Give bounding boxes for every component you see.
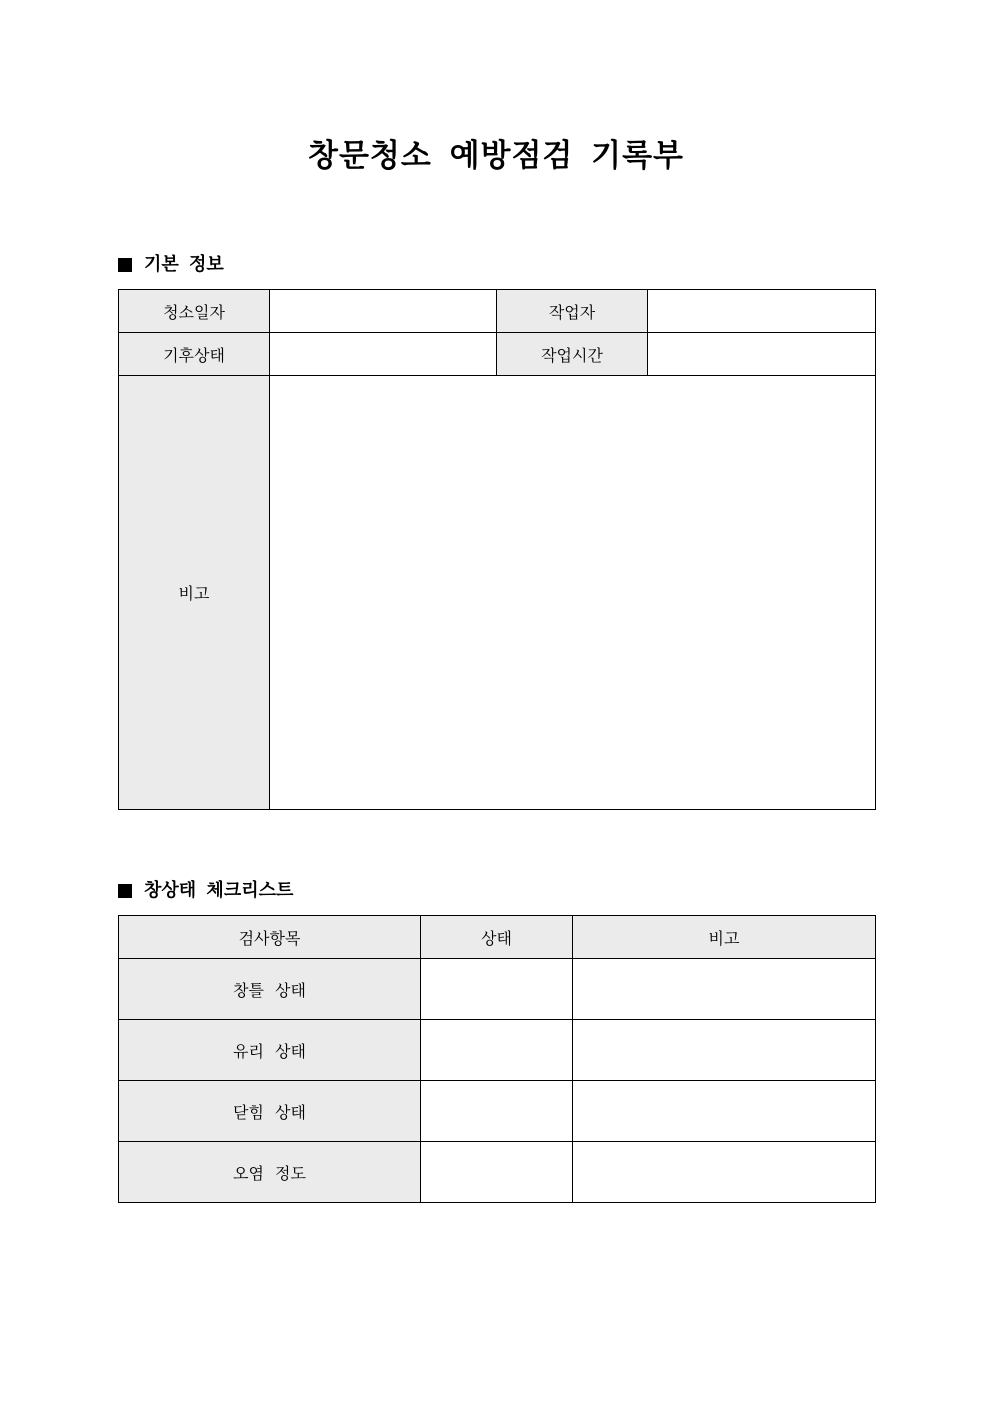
- work-time-field[interactable]: [648, 333, 876, 376]
- checklist-status-field[interactable]: [421, 1081, 573, 1142]
- column-header-status: 상태: [421, 916, 573, 959]
- table-row: [119, 1142, 876, 1203]
- remarks-field[interactable]: [270, 376, 876, 810]
- table-row: [119, 376, 876, 810]
- weather-field[interactable]: [270, 333, 497, 376]
- column-header-item: 검사항목: [119, 916, 421, 959]
- basic-info-heading-text: 기본 정보: [144, 254, 224, 275]
- checklist-heading: [118, 878, 293, 904]
- checklist-item-label: 오염 정도: [119, 1142, 421, 1203]
- checklist-heading-text: 창상태 체크리스트: [144, 880, 294, 901]
- checklist-status-field[interactable]: [421, 1020, 573, 1081]
- checklist-table: [118, 915, 876, 1203]
- checklist-item-label: 유리 상태: [119, 1020, 421, 1081]
- checklist-note-field[interactable]: [573, 1020, 876, 1081]
- checklist-note-field[interactable]: [573, 1142, 876, 1203]
- basic-info-heading: [118, 252, 224, 278]
- checklist-note-field[interactable]: [573, 959, 876, 1020]
- column-header-note: 비고: [573, 916, 876, 959]
- basic-info-table: [118, 289, 876, 810]
- square-bullet-icon: [118, 884, 132, 898]
- clean-date-label: 청소일자: [119, 290, 270, 333]
- worker-field[interactable]: [648, 290, 876, 333]
- remarks-label: 비고: [119, 376, 270, 810]
- checklist-note-field[interactable]: [573, 1081, 876, 1142]
- clean-date-field[interactable]: [270, 290, 497, 333]
- table-row: [119, 959, 876, 1020]
- table-row: [119, 1020, 876, 1081]
- worker-label: 작업자: [497, 290, 648, 333]
- weather-label: 기후상태: [119, 333, 270, 376]
- work-time-label: 작업시간: [497, 333, 648, 376]
- table-header-row: [119, 916, 876, 959]
- page-title: 창문청소 예방점검 기록부: [308, 138, 684, 174]
- square-bullet-icon: [118, 258, 132, 272]
- checklist-status-field[interactable]: [421, 1142, 573, 1203]
- table-row: [119, 290, 876, 333]
- table-row: [119, 333, 876, 376]
- checklist-status-field[interactable]: [421, 959, 573, 1020]
- checklist-item-label: 창틀 상태: [119, 959, 421, 1020]
- table-row: [119, 1081, 876, 1142]
- checklist-item-label: 닫힘 상태: [119, 1081, 421, 1142]
